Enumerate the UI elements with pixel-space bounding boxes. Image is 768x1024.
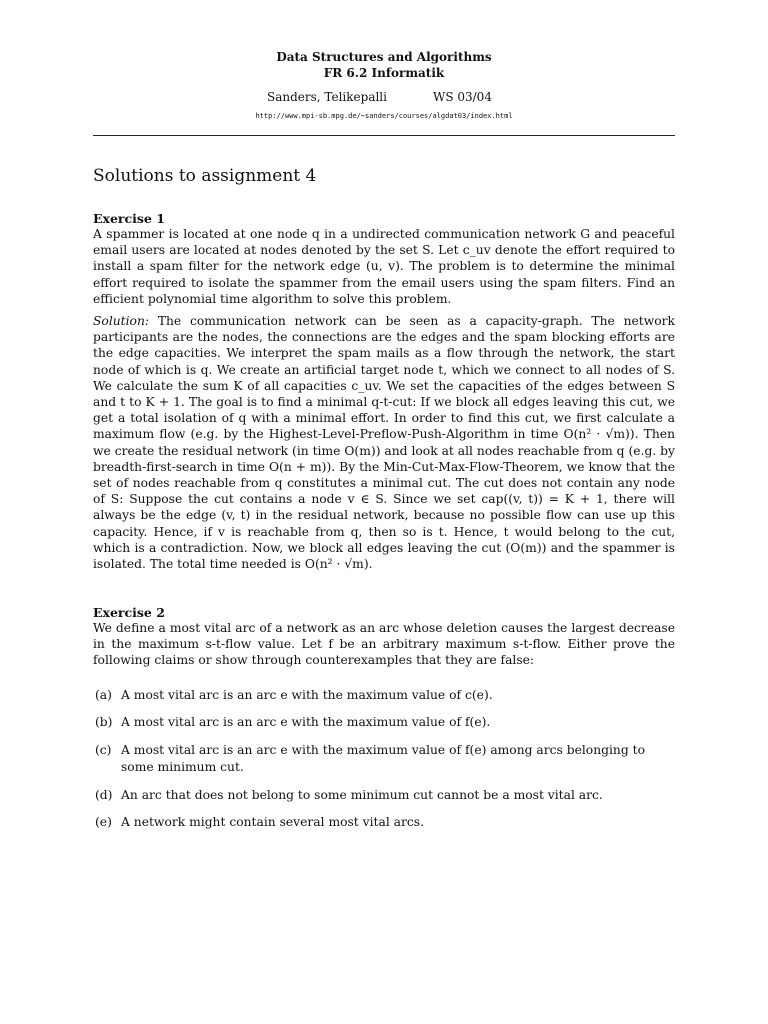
item-text: An arc that does not belong to some minimum cut cannot be a most vital arc. xyxy=(121,788,603,802)
item-label: (b) xyxy=(95,715,113,729)
course-title: Data Structures and Algorithms xyxy=(276,50,492,64)
item-text: A most vital arc is an arc e with the maximum value of f(e). xyxy=(121,715,491,729)
item-text: A network might contain several most vital arcs. xyxy=(121,815,424,829)
semester: WS 03/04 xyxy=(433,90,492,104)
item-label: (c) xyxy=(95,743,112,757)
exercise-2-heading: Exercise 2 xyxy=(93,605,165,620)
item-text: A most vital arc is an arc e with the maximum value of f(e) among arcs belonging to some minimum cut. xyxy=(121,743,645,774)
exercise-1-problem: A spammer is located at one node q in a undirected communication network G and peaceful email users are located at nodes denoted by the set S. Let c_uv denote the effort required to install a spam filter for the network edge (u, v). The problem is to determine the minimal effort required to isolate the spammer from the email users using the spam filters. Find an efficient polynomial time algorithm to solve this problem. xyxy=(93,227,675,306)
exercise-1 xyxy=(93,211,675,572)
exercise-1-solution xyxy=(93,313,675,572)
exercise-2-intro: We define a most vital arc of a network as an arc whose deletion causes the largest decrease in the maximum s-t-flow value. Let f be an arbitrary maximum s-t-flow. Either prove the following claims or show through counterexamples that they are false: xyxy=(93,621,675,668)
item-label: (e) xyxy=(95,815,112,829)
solution-label: Solution: xyxy=(93,314,150,329)
item-label: (a) xyxy=(95,688,112,702)
department: FR 6.2 Informatik xyxy=(323,66,445,80)
course-url: http://www.mpi-sb.mpg.de/~sanders/courses/algdat03/index.html xyxy=(255,112,513,120)
exercise-1-heading: Exercise 1 xyxy=(93,211,165,226)
item-text: A most vital arc is an arc e with the maximum value of c(e). xyxy=(121,688,493,702)
page-title: Solutions to assignment 4 xyxy=(93,166,317,186)
instructors: Sanders, Telikepalli xyxy=(267,90,387,104)
header-divider xyxy=(93,135,675,136)
solution-text: The communication network can be seen as a capacity-graph. The network participants are the nodes, the connections are the edges and the spam blocking efforts are the edge capacities. We interpret the spam mails as a flow through the network, the start node of which is q. We create an artificial target node t, which we connect to all nodes of S. We calculate the sum K of all capacities c_uv. We set the capacities of the edges between S and t to K + 1. The goal is to find a minimal q-t-cut: If we block all edges leaving this cut, we get a total isolation of q with a minimal effort. In order to find this cut, we first calculate a maximum flow (e.g. by the Highest-Level-Preflow-Push-Algorithm in time O(n² · √m)). Then we create the residual network (in time O(m)) and look at all nodes reachable from q (e.g. by breadth-first-search in time O(n + m)). By the Min-Cut-Max-Flow-Theorem, we know that the set of nodes reachable from q constitutes a minimal cut. The cut does not contain any node of S: Suppose the cut contains a node v ∈ S. Since we set cap((v, t)) = K + 1, there will always be the edge (v, t) in the residual network, because no possible flow can use up this capacity. Hence, if v is reachable from q, then so is t. Hence, t would belong to the cut, which is a contradiction. Now, we block all edges leaving the cut (O(m)) and the spammer is isolated. The total time needed is O(n² · √m). xyxy=(93,314,675,572)
item-label: (d) xyxy=(95,788,113,802)
exercise-2 xyxy=(93,605,675,669)
